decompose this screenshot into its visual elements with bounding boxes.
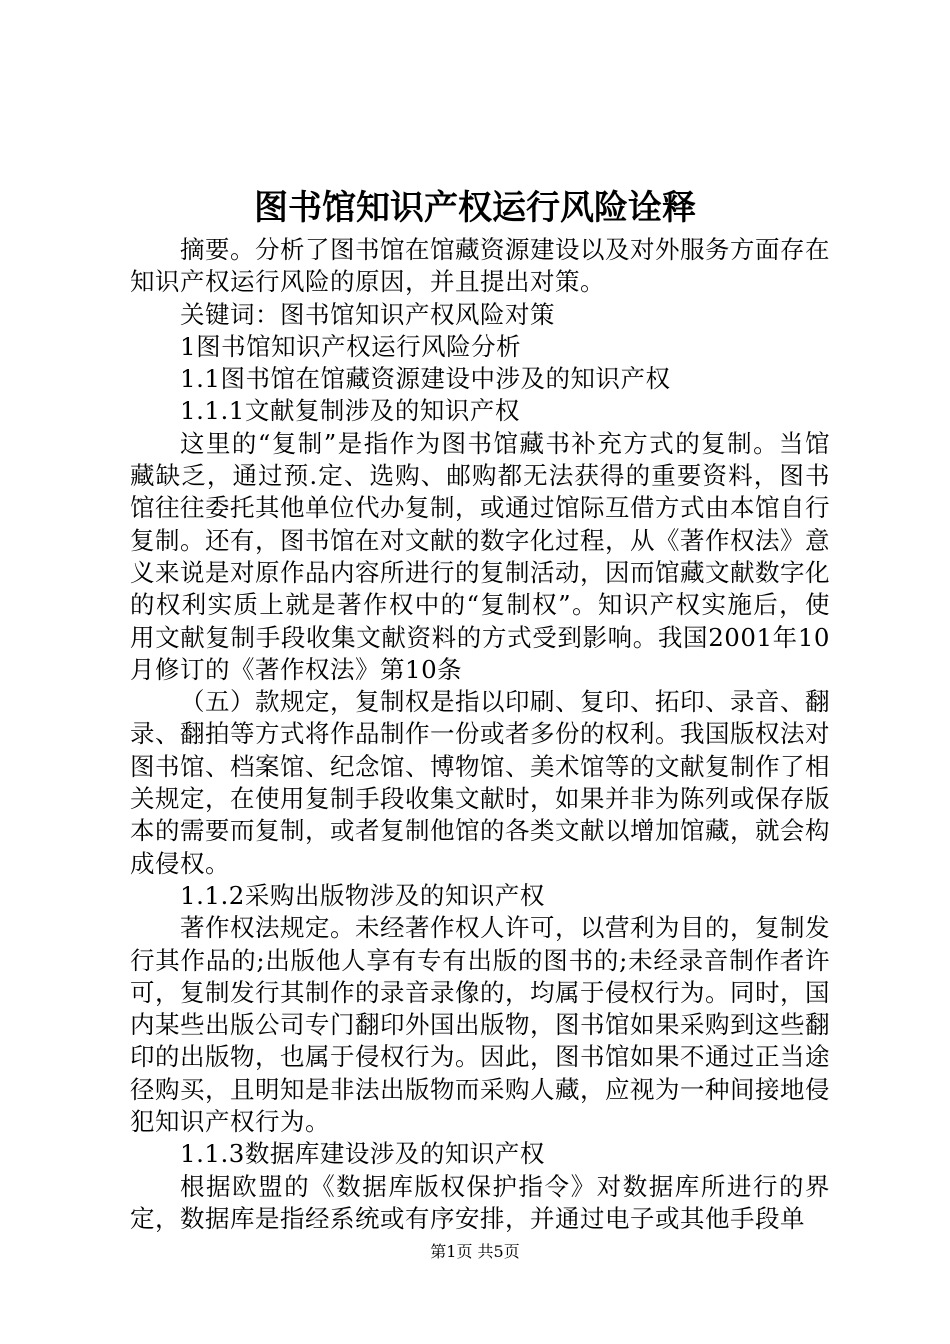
keywords-line: 关键词：图书馆知识产权风险对策 bbox=[180, 299, 555, 329]
body-paragraph: 著作权法规定。未经著作权人许可，以营利为目的，复制发行其作品的;出版他人享有专有出版的图书的;未经录音制作者许可，复制发行其制作的录音录像的，均属于侵权行为。同时，国内某些出版公司专门翻印外国出版物，图书馆如果采购到这些翻印的出版物，也属于侵权行为。因此，图书馆如果不通过正当途径购买，且明知是非法出版物而采购人藏，应视为一种间接地侵犯知识产权行为。 bbox=[130, 913, 830, 1137]
body-paragraph: 这里的“复制”是指作为图书馆藏书补充方式的复制。当馆藏缺乏，通过预.定、选购、邮购都无法获得的重要资料，图书馆往往委托其他单位代办复制，或通过馆际互借方式由本馆自行复制。还有，图书馆在对文献的数字化过程，从《著作权法》意义来说是对原作品内容所进行的复制活动，因而馆藏文献数字化的权利实质上就是著作权中的“复制权”。知识产权实施后，使用文献复制手段收集文献资料的方式受到影响。我国2001年10月修订的《著作权法》第10条 bbox=[130, 428, 830, 684]
body-paragraph: （五）款规定，复制权是指以印刷、复印、拓印、录音、翻录、翻拍等方式将作品制作一份或者多份的权利。我国版权法对图书馆、档案馆、纪念馆、博物馆、美术馆等的文献复制作了相关规定，在使用复制手段收集文献时，如果并非为陈列或保存版本的需要而复制，或者复制他馆的各类文献以增加馆藏，就会构成侵权。 bbox=[130, 687, 830, 878]
section-heading-1-1-3: 1.1.3数据库建设涉及的知识产权 bbox=[180, 1139, 545, 1169]
section-heading-1-1-1: 1.1.1文献复制涉及的知识产权 bbox=[180, 396, 520, 426]
abstract-paragraph: 摘要。分析了图书馆在馆藏资源建设以及对外服务方面存在知识产权运行风险的原因，并且提出对策。 bbox=[130, 235, 830, 297]
section-heading-1: 1图书馆知识产权运行风险分析 bbox=[180, 331, 522, 361]
document-title: 图书馆知识产权运行风险诠释 bbox=[254, 188, 696, 228]
section-heading-1-1-2: 1.1.2采购出版物涉及的知识产权 bbox=[180, 880, 545, 910]
document-body bbox=[130, 234, 830, 1235]
section-heading-1-1: 1.1图书馆在馆藏资源建设中涉及的知识产权 bbox=[180, 364, 671, 394]
body-paragraph: 根据欧盟的《数据库版权保护指令》对数据库所进行的界定，数据库是指经系统或有序安排，并通过电子或其他手段单 bbox=[130, 1171, 830, 1233]
page-footer: 第1页 共5页 bbox=[430, 1242, 520, 1261]
